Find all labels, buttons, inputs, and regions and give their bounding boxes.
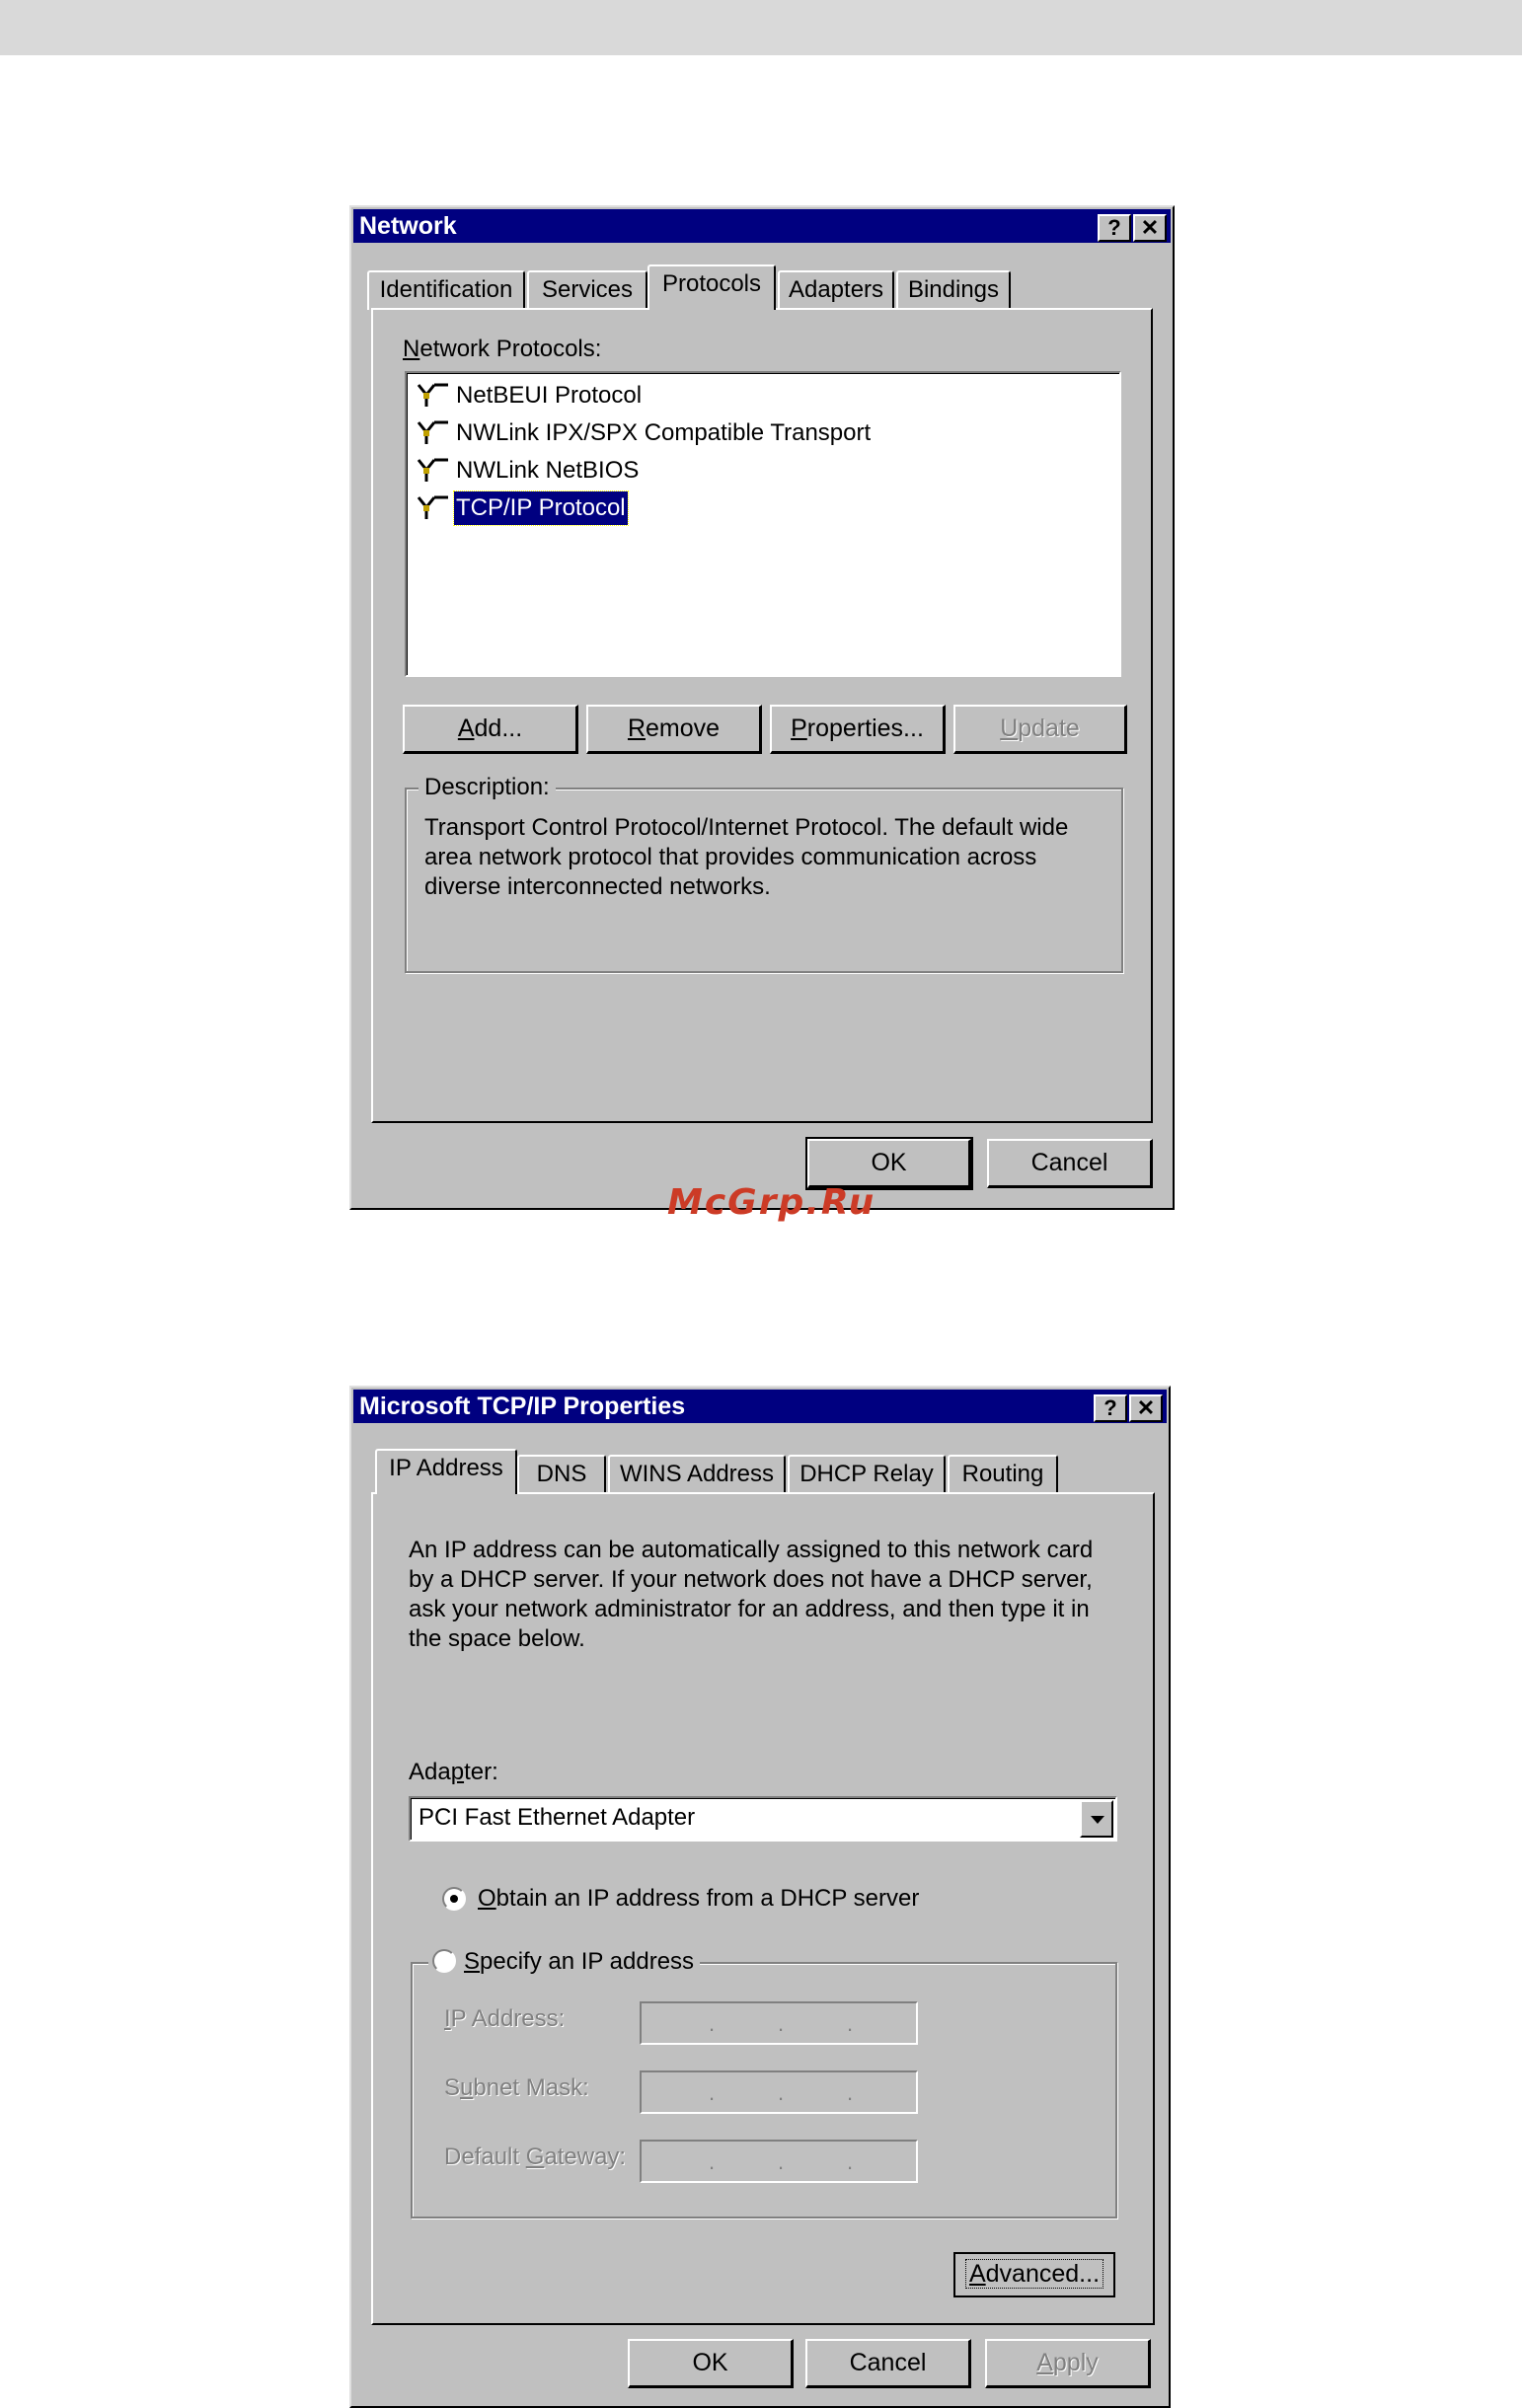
protocols-list[interactable] <box>405 371 1121 677</box>
cancel-button[interactable]: Cancel <box>805 2339 971 2388</box>
radio-dhcp-label[interactable] <box>478 1885 919 1913</box>
mnemonic-u: u <box>460 2074 474 2101</box>
close-button[interactable]: ✕ <box>1129 1394 1163 1422</box>
tab-ip-address[interactable]: IP Address <box>375 1449 517 1494</box>
mnemonic-a: A <box>457 715 475 742</box>
chevron-down-icon[interactable] <box>1080 1800 1113 1838</box>
ip-address-panel <box>371 1492 1155 2325</box>
add-button-text: dd... <box>474 715 523 742</box>
protocols-panel <box>371 308 1153 1123</box>
tab-adapters[interactable]: Adapters <box>778 270 894 310</box>
mnemonic-a: A <box>968 2260 986 2288</box>
adapter-select[interactable] <box>409 1796 1117 1842</box>
network-protocols-label <box>403 336 601 363</box>
network-titlebar[interactable] <box>353 209 1171 243</box>
subnet-mask-field[interactable] <box>640 2070 918 2114</box>
network-protocol-icon <box>415 420 450 446</box>
description-text: Transport Control Protocol/Internet Protocol. The default wide area network protocol that provides communication across diverse interconnected networks. <box>424 814 1069 900</box>
subnet-mask-label-text-a: S <box>444 2074 461 2101</box>
default-gateway-label <box>444 2144 626 2171</box>
adapter-label <box>409 1759 498 1786</box>
specify-ip-legend <box>428 1948 700 1976</box>
intro-text: An IP address can be automatically assigned to this network card by a DHCP server. If your network does not have a DHCP server, ask your network administrator for an address, and then type it in the space below. <box>409 1537 1094 1652</box>
ip-dot: . <box>778 2080 785 2105</box>
subnet-mask-label-text-b: bnet Mask: <box>473 2074 589 2101</box>
radio-dhcp-label-text: btain an IP address from a DHCP server <box>495 1885 920 1912</box>
add-button[interactable] <box>403 705 578 754</box>
subnet-mask-label <box>444 2074 589 2102</box>
ip-dot: . <box>709 2080 716 2105</box>
specify-ip-groupbox <box>411 1948 1117 2219</box>
radio-dhcp[interactable] <box>442 1887 466 1911</box>
advanced-focus <box>966 2260 1103 2288</box>
network-title: Network <box>359 212 457 240</box>
ok-button[interactable]: OK <box>628 2339 794 2388</box>
mnemonic-o: O <box>478 1885 496 1912</box>
tab-bindings[interactable]: Bindings <box>896 270 1011 310</box>
network-dialog <box>349 205 1175 1210</box>
properties-button-text: roperties... <box>806 715 924 742</box>
ip-address-label-text: P Address: <box>450 2005 566 2032</box>
ip-dot: . <box>709 2011 716 2036</box>
network-protocol-icon <box>415 495 450 521</box>
ip-address-field[interactable] <box>640 2001 918 2045</box>
protocol-label: NetBEUI Protocol <box>456 382 643 409</box>
tab-dns[interactable]: DNS <box>517 1455 606 1494</box>
mnemonic-g: G <box>525 2144 545 2170</box>
default-gateway-label-text-a: Default <box>444 2144 526 2170</box>
ok-button[interactable]: OK <box>807 1139 971 1188</box>
mnemonic-i: I <box>444 2005 451 2032</box>
radio-specify-label-text: pecify an IP address <box>480 1948 695 1975</box>
apply-button[interactable] <box>985 2339 1151 2388</box>
tab-dhcp-relay[interactable]: DHCP Relay <box>788 1455 946 1494</box>
help-button[interactable]: ? <box>1094 1394 1127 1422</box>
tab-identification[interactable]: Identification <box>367 270 525 310</box>
mnemonic-p: p <box>450 1759 465 1785</box>
close-button[interactable]: ✕ <box>1133 214 1167 242</box>
remove-button[interactable] <box>586 705 762 754</box>
advanced-button[interactable] <box>953 2252 1115 2297</box>
default-gateway-field[interactable] <box>640 2140 918 2183</box>
adapter-select-value: PCI Fast Ethernet Adapter <box>419 1804 696 1831</box>
default-gateway-label-text-b: ateway: <box>544 2144 627 2170</box>
watermark: McGrp.Ru <box>667 1182 876 1223</box>
tab-wins-address[interactable]: WINS Address <box>608 1455 786 1494</box>
ip-dot: . <box>847 2080 854 2105</box>
adapter-label-text-b: ter: <box>464 1759 498 1785</box>
adapter-label-text-a: Ada <box>409 1759 451 1785</box>
mnemonic-r: R <box>627 715 646 742</box>
mnemonic-p: P <box>791 715 807 742</box>
help-button[interactable]: ? <box>1098 214 1131 242</box>
protocol-label: NWLink NetBIOS <box>456 457 640 484</box>
tab-services[interactable]: Services <box>527 270 647 310</box>
advanced-button-text: dvanced... <box>985 2260 1101 2288</box>
description-legend: Description: <box>419 774 556 801</box>
tcpip-dialog <box>349 1386 1171 2408</box>
update-button[interactable] <box>953 705 1127 754</box>
mnemonic-s: S <box>464 1948 481 1975</box>
page-header-bar <box>0 0 1522 55</box>
protocol-label: TCP/IP Protocol <box>454 491 628 525</box>
network-protocol-icon <box>415 383 450 409</box>
remove-button-text: emove <box>646 715 721 742</box>
ip-dot: . <box>847 2011 854 2036</box>
ip-dot: . <box>709 2149 716 2174</box>
mnemonic-u: U <box>1000 715 1019 742</box>
ip-dot: . <box>778 2149 785 2174</box>
tab-protocols[interactable]: Protocols <box>647 264 776 310</box>
description-groupbox <box>405 774 1123 973</box>
cancel-button[interactable]: Cancel <box>987 1139 1153 1188</box>
ip-address-label <box>444 2005 565 2033</box>
ip-dot: . <box>847 2149 854 2174</box>
properties-button[interactable] <box>770 705 946 754</box>
network-protocols-label-text: etwork Protocols: <box>419 336 602 362</box>
mnemonic-n: N <box>403 336 420 362</box>
tcpip-title: Microsoft TCP/IP Properties <box>359 1392 686 1420</box>
mnemonic-a: A <box>1036 2349 1053 2376</box>
radio-specify[interactable] <box>432 1949 456 1973</box>
ip-dot: . <box>778 2011 785 2036</box>
protocol-label: NWLink IPX/SPX Compatible Transport <box>456 419 872 446</box>
update-button-text: pdate <box>1018 715 1080 742</box>
apply-button-text: pply <box>1052 2349 1099 2376</box>
tcpip-titlebar[interactable] <box>353 1390 1167 1423</box>
tab-routing[interactable]: Routing <box>948 1455 1058 1494</box>
network-protocol-icon <box>415 458 450 484</box>
